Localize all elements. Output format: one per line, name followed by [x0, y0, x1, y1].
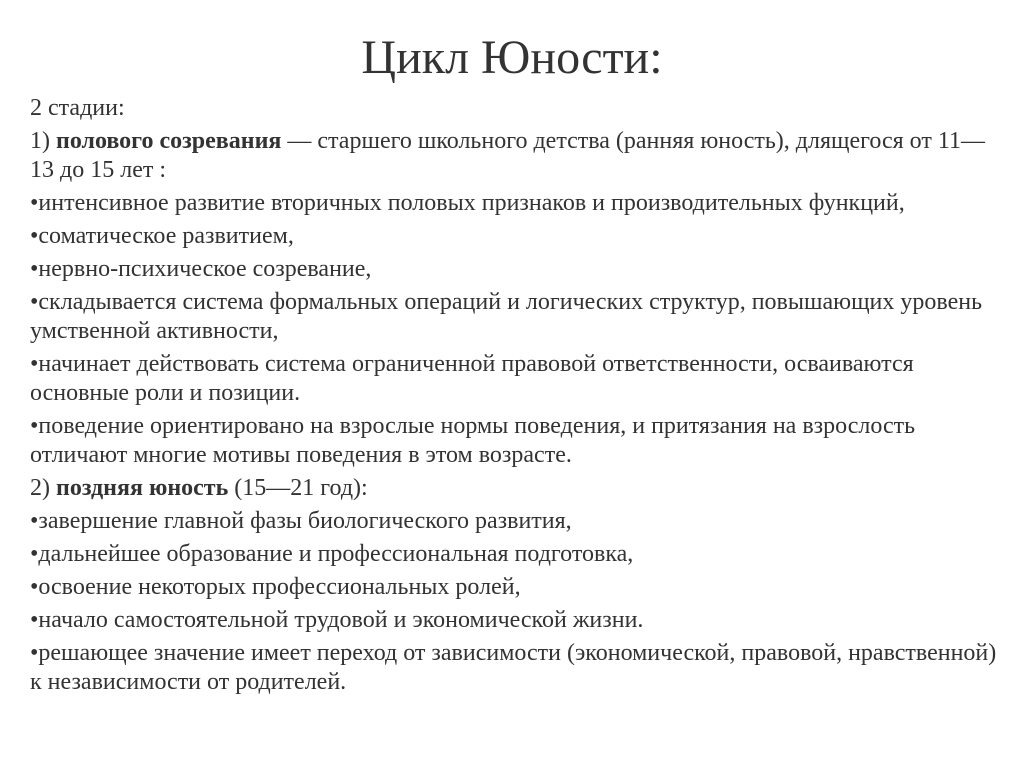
stage-2-heading	[30, 474, 1000, 503]
stage-1-heading	[30, 127, 1000, 185]
stage-1-prefix: 1)	[30, 128, 56, 154]
stages-intro: 2 стадии:	[30, 95, 125, 121]
stage-1-description: — старшего школьного детства (ранняя юность), длящегося от 11—13 до 15 лет :	[30, 128, 985, 183]
stage-2-bullet: •дальнейшее образование и профессиональная подготовка,	[30, 541, 634, 567]
stage-2-bullet: •завершение главной фазы биологического развития,	[30, 508, 572, 534]
stage-2-description: (15—21 год):	[228, 475, 368, 501]
stage-1-bullet: •поведение ориентировано на взрослые нормы поведения, и притязания на взрослость отличают многие мотивы поведения в этом возрасте.	[30, 413, 916, 468]
stage-2-bullet: •начало самостоятельной трудовой и экономической жизни.	[30, 607, 644, 633]
stage-2-bullet: •решающее значение имеет переход от зависимости (экономической, правовой, нравственной) к независимости от родителей.	[30, 640, 997, 695]
slide-title: Цикл Юности:	[361, 31, 663, 84]
slide-content	[30, 94, 1000, 701]
stage-1-name: полового созревания	[56, 128, 282, 154]
stage-2-bullet: •освоение некоторых профессиональных ролей,	[30, 574, 521, 600]
stage-1-bullet: •начинает действовать система ограниченной правовой ответственности, осваиваются основные роли и позиции.	[30, 351, 914, 406]
stage-2-prefix: 2)	[30, 475, 56, 501]
stage-1-bullet: •складывается система формальных операций и логических структур, повышающих уровень умственной активности,	[30, 289, 983, 344]
stage-1-bullet: •интенсивное развитие вторичных половых признаков и производительных функций,	[30, 190, 905, 216]
stage-1-bullet: •соматическое развитием,	[30, 223, 294, 249]
stage-1-bullet: •нервно-психическое созревание,	[30, 256, 372, 282]
stage-2-name: поздняя юность	[56, 475, 229, 501]
